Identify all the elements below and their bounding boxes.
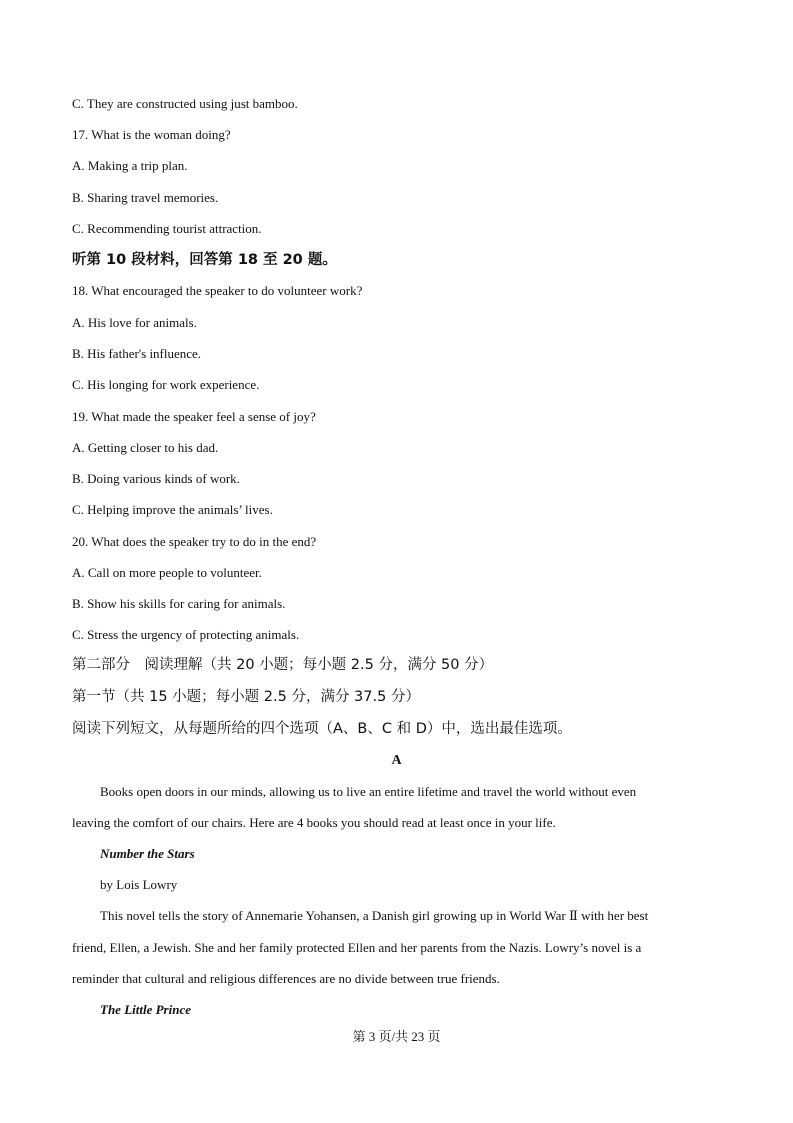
book-1-author: by Lois Lowry — [100, 877, 178, 892]
q19-option-b: B. Doing various kinds of work. — [72, 471, 240, 486]
q18-option-a: A. His love for animals. — [72, 315, 197, 330]
q18-option-c: C. His longing for work experience. — [72, 377, 260, 392]
q17-option-c: C. Recommending tourist attraction. — [72, 221, 262, 236]
reading-part-heading: 第二部分 阅读理解（共 20 小题；每小题 2.5 分，满分 50 分） — [72, 657, 494, 673]
q20-option-c: C. Stress the urgency of protecting animals. — [72, 627, 300, 642]
q19-option-c: C. Helping improve the animals’ lives. — [72, 502, 273, 517]
intro-paragraph-line-1: Books open doors in our minds, allowing us to live an entire lifetime and travel the world without even — [100, 784, 637, 799]
q18-question: 18. What encouraged the speaker to do volunteer work? — [72, 283, 363, 298]
q19-option-a: A. Getting closer to his dad. — [72, 440, 219, 455]
q20-option-b: B. Show his skills for caring for animals. — [72, 596, 286, 611]
section10-instruction: 听第 10 段材料，回答第 18 至 20 题。 — [72, 252, 337, 268]
reading-section-heading: 第一节（共 15 小题；每小题 2.5 分，满分 37.5 分） — [72, 689, 420, 705]
q18-option-b: B. His father's influence. — [72, 346, 202, 361]
q16-option-c: C. They are constructed using just bamboo. — [72, 96, 298, 111]
q20-option-a: A. Call on more people to volunteer. — [72, 565, 262, 580]
book-1-description-line-1: This novel tells the story of Annemarie Yohansen, a Danish girl growing up in World War Ⅱ with her best — [100, 908, 649, 923]
intro-paragraph-line-2: leaving the comfort of our chairs. Here are 4 books you should read at least once in your life. — [72, 815, 556, 830]
book-2-title: The Little Prince — [100, 1002, 191, 1017]
passage-letter: A — [391, 753, 402, 768]
q20-question: 20. What does the speaker try to do in the end? — [72, 534, 317, 549]
reading-instruction: 阅读下列短文，从每题所给的四个选项（A、B、C 和 D）中，选出最佳选项。 — [72, 721, 572, 737]
q17-option-a: A. Making a trip plan. — [72, 158, 188, 173]
q19-question: 19. What made the speaker feel a sense of joy? — [72, 409, 316, 424]
book-1-title: Number the Stars — [100, 846, 195, 861]
q17-option-b: B. Sharing travel memories. — [72, 190, 219, 205]
q17-question: 17. What is the woman doing? — [72, 127, 231, 142]
book-1-description-line-3: reminder that cultural and religious differences are no divide between true friends. — [72, 971, 500, 986]
page-footer: 第 3 页/共 23 页 — [352, 1029, 441, 1044]
book-1-description-line-2: friend, Ellen, a Jewish. She and her family protected Ellen and her parents from the Nazis. Lowry’s novel is a — [72, 940, 642, 955]
